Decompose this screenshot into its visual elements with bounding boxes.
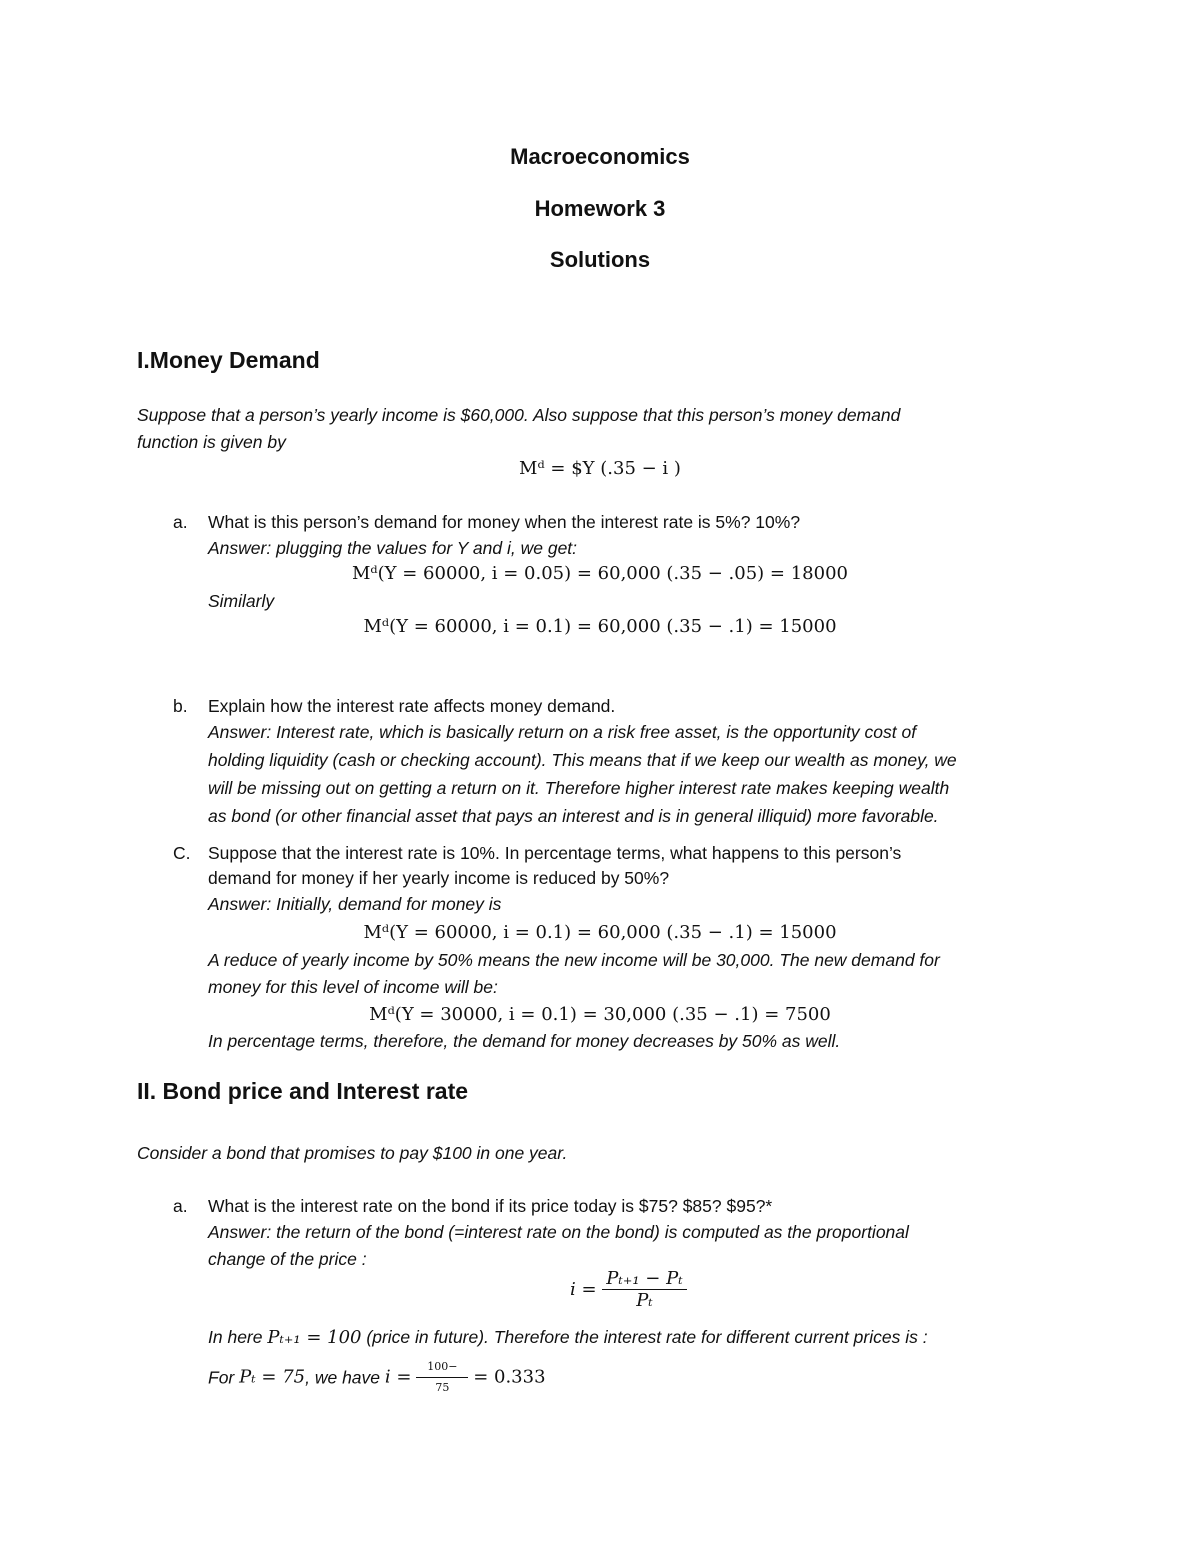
item-a-similarly: Similarly xyxy=(208,591,275,611)
section-2-heading: II. Bond price and Interest rate xyxy=(137,1078,469,1104)
formula-numerator: Pₜ₊₁ − Pₜ xyxy=(602,1268,686,1290)
small-fraction xyxy=(416,1357,468,1398)
item-c-text-line-2: money for this level of income will be: xyxy=(208,977,498,997)
small-fraction-denominator: 75 xyxy=(435,1381,450,1394)
interest-rate-formula xyxy=(570,1268,687,1311)
for-math: Pₜ = 75 xyxy=(239,1366,306,1388)
for-prefix: For xyxy=(208,1367,240,1388)
item-b-answer-line-2: holding liquidity (cash or checking account). This means that if we keep our wealth as money, we xyxy=(208,750,957,770)
item-c-text-line-1: A reduce of yearly income by 50% means the new income will be 30,000. The new demand for xyxy=(208,950,940,970)
item-a-equation-1: Mᵈ(Y = 60000, i = 0.05) = 60,000 (.35 − .05) = 18000 xyxy=(352,563,848,584)
item-c-conclusion: In percentage terms, therefore, the demand for money decreases by 50% as well. xyxy=(208,1031,841,1051)
item-c-equation-1: Mᵈ(Y = 60000, i = 0.1) = 60,000 (.35 − .1) = 15000 xyxy=(363,922,837,943)
section-1-heading: I.Money Demand xyxy=(137,347,320,373)
for-i: i = xyxy=(384,1366,412,1388)
item-a-equation-2: Mᵈ(Y = 60000, i = 0.1) = 60,000 (.35 − .1) = 15000 xyxy=(363,616,837,637)
item-c-equation-2: Mᵈ(Y = 30000, i = 0.1) = 30,000 (.35 − .1) = 7500 xyxy=(369,1004,831,1025)
item-c-question-line-1: Suppose that the interest rate is 10%. In percentage terms, what happens to this person’s xyxy=(208,843,902,863)
for-result: = 0.333 xyxy=(473,1366,546,1388)
small-fraction-numerator: 100− xyxy=(416,1357,468,1378)
section-1-intro-line-1: Suppose that a person’s yearly income is $60,000. Also suppose that this person’s money demand xyxy=(137,405,901,425)
item-a-question: What is this person’s demand for money when the interest rate is 5%? 10%? xyxy=(208,512,801,532)
in-here-suffix: (price in future). Therefore the interest rate for different current prices is : xyxy=(361,1327,928,1347)
course-title: Macroeconomics xyxy=(510,144,690,169)
item-a-answer-intro: Answer: plugging the values for Y and i, we get: xyxy=(208,538,578,558)
formula-denominator: Pₜ xyxy=(636,1290,653,1311)
section-2-intro: Consider a bond that promises to pay $100 in one year. xyxy=(137,1143,568,1163)
item-c-label: C. xyxy=(173,843,191,863)
item-b-answer-line-1: Answer: Interest rate, which is basically return on a risk free asset, is the opportunity cost of xyxy=(208,722,917,742)
section-1-intro-line-2: function is given by xyxy=(137,432,286,452)
section-2-item-a-question: What is the interest rate on the bond if its price today is $75? $85? $95?* xyxy=(208,1196,773,1216)
section-2-for-line xyxy=(208,1357,546,1398)
section-2-item-a-label: a. xyxy=(173,1196,188,1216)
section-2-in-here-line xyxy=(208,1327,928,1348)
item-b-question: Explain how the interest rate affects money demand. xyxy=(208,696,616,716)
item-c-question-line-2: demand for money if her yearly income is reduced by 50%? xyxy=(208,868,670,888)
item-a-label: a. xyxy=(173,512,188,532)
section-2-item-a-answer-line-1: Answer: the return of the bond (=interest rate on the bond) is computed as the proportional xyxy=(208,1222,909,1242)
section-2-item-a-answer-line-2: change of the price : xyxy=(208,1249,367,1269)
item-b-answer-line-4: as bond (or other financial asset that pays an interest and is in general illiquid) more favorable. xyxy=(208,806,939,826)
doc-type-title: Solutions xyxy=(549,247,651,272)
formula-fraction xyxy=(602,1268,686,1311)
demand-function-equation: Mᵈ = $Y (.35 − i ) xyxy=(519,458,681,479)
assignment-title: Homework 3 xyxy=(534,196,666,221)
in-here-math: Pₜ₊₁ = 100 xyxy=(267,1327,362,1348)
in-here-prefix: In here xyxy=(208,1327,268,1347)
for-mid: , we have xyxy=(305,1367,385,1388)
formula-lhs: i = xyxy=(570,1279,597,1300)
item-b-label: b. xyxy=(173,696,188,716)
item-b-answer-line-3: will be missing out on getting a return on it. Therefore higher interest rate makes keeping wealth xyxy=(208,778,950,798)
item-c-answer-intro: Answer: Initially, demand for money is xyxy=(208,894,502,914)
